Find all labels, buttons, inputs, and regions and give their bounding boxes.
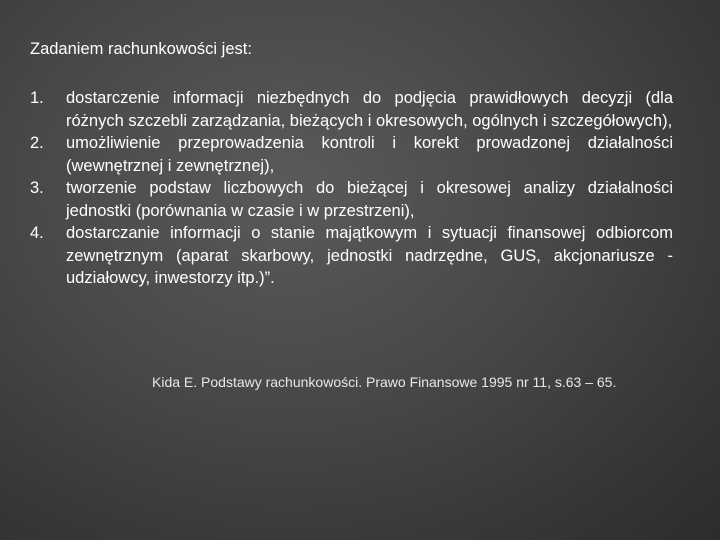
list-item-text: umożliwienie przeprowadzenia kontroli i korekt prowadzonej działalności (wewnętrznej i zewnętrznej), [66,134,673,175]
list-item-number: 4. [30,224,44,242]
tasks-list [30,87,673,290]
intro-text: Zadaniem rachunkowości jest: [30,40,252,58]
citation: Kida E. Podstawy rachunkowości. Prawo Finansowe 1995 nr 11, s.63 – 65. [152,374,617,390]
list-item-text: dostarczanie informacji o stanie majątkowym i sytuacji finansowej odbiorcom zewnętrznym (aparat skarbowy, jednostki nadrzędne, GUS, akcjonariusze - udziałowcy, inwestorzy itp.)”. [66,224,673,287]
list-item [30,222,673,290]
list-item-number: 1. [30,89,44,107]
list-item-text: tworzenie podstaw liczbowych do bieżącej i okresowej analizy działalności jednostki (porównania w czasie i w przestrzeni), [66,179,673,220]
list-item [30,177,673,222]
list-item-number: 3. [30,179,44,197]
list-item [30,132,673,177]
list-item-text: dostarczenie informacji niezbędnych do podjęcia prawidłowych decyzji (dla różnych szczebli zarządzania, bieżących i okresowych, ogólnych i szczegółowych), [66,89,673,130]
list-item [30,87,673,132]
list-item-number: 2. [30,134,44,152]
